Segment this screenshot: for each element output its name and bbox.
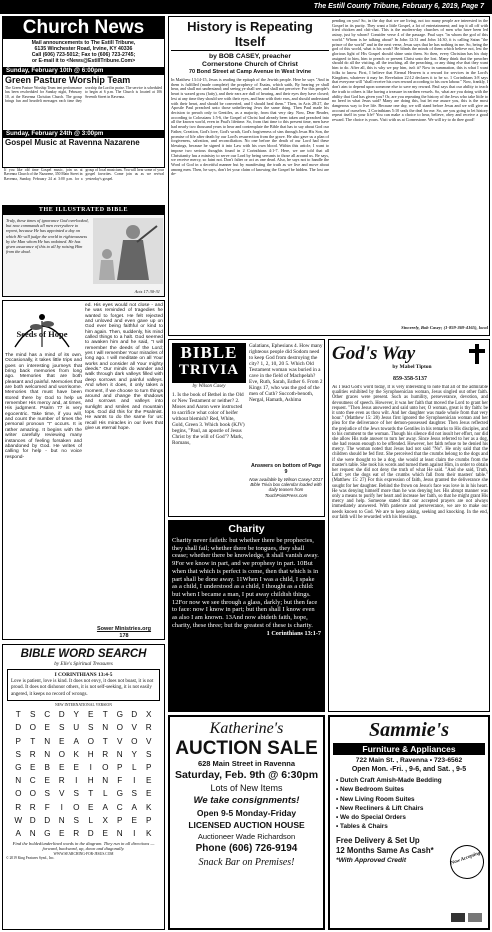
- word-search-letter: U: [73, 723, 80, 733]
- auction-phone: Phone (606) 726-9194: [195, 843, 298, 854]
- word-search-letter: R: [102, 749, 109, 759]
- word-search-letter: L: [131, 762, 137, 772]
- word-search-letter: N: [15, 776, 22, 786]
- history-signature: Sincerely, Bob Casey; (1-859-369-4165), local: [401, 325, 488, 330]
- word-search-letter: S: [131, 789, 137, 799]
- word-search-letter: A: [131, 802, 137, 812]
- word-search-letter: O: [87, 736, 94, 746]
- word-search-letter: K: [73, 749, 79, 759]
- word-search-letter: K: [146, 802, 152, 812]
- word-search-letter: A: [15, 828, 21, 838]
- word-search-verse: Love is patient, love is kind. It does not envy, it does not boast, it is not proud. It does not dishonor others, it is not self-seeking, it is not easily angered, it keeps no record of wrongs.: [11, 679, 154, 697]
- word-search-letter: E: [146, 789, 152, 799]
- word-search-letter: V: [117, 736, 123, 746]
- bible-trivia-logo: BIBLE TRIVIA: [172, 343, 246, 383]
- word-search-letter: L: [102, 789, 108, 799]
- bible-trivia-byline: by Wilson Casey: [192, 384, 226, 389]
- word-search-letter: R: [73, 828, 80, 838]
- katherine-auction-ad: [168, 715, 325, 930]
- charity-body: Charity never faileth: but whether there be prophecies, they shall fail; whether there be tongues, they shall cease; whether there be knowledge, it shall vanish away. 9For we know in part, and we prophesy in part. 10But when that which is perfect is come, then that which is in part shall be done away. 11When I was a child, I spake as a child, I understood as a child, I thought as a child: but when I became a man, I put away childish things. 12For now we see through a glass, darkly; but then face to face: now I know in part; but then shall I know even as also I am known. 13And now abideth faith, hope, charity, these three; but the greatest of these is charity.: [172, 537, 319, 629]
- word-search-version: NEW INTERNATIONAL VERSION: [54, 703, 113, 708]
- word-search-letter: B: [44, 762, 50, 772]
- word-search-letter: V: [146, 736, 152, 746]
- history-title: History is Repeating Itself: [171, 19, 329, 51]
- auction-address: 628 Main Street in Ravenna: [197, 759, 296, 768]
- word-search-letter: P: [146, 815, 152, 825]
- word-search-letter: Y: [131, 749, 137, 759]
- word-search-letter: G: [44, 828, 51, 838]
- word-search-letter: O: [58, 749, 65, 759]
- event1-date: Sunday, February 10th @ 6:00pm: [3, 67, 164, 75]
- event2-title: Gospel Music at Ravenna Nazarene: [5, 138, 140, 147]
- sammies-name: Sammie's: [368, 719, 449, 741]
- word-search-letter: D: [44, 815, 51, 825]
- masthead: The Estill County Tribune, February 6, 2019, Page 7: [0, 0, 492, 14]
- charity-title: Charity: [228, 523, 265, 535]
- bible-trivia-promo: Now available by Wilson Casey! 2017 Bible Trivia box calendar loaded with daily teasers from TouchPointPress.com: [249, 477, 323, 498]
- event2-body: If you like old time Gospel music, join us at Ravenna Church of the Nazarene, 350 Main Street in Ravenna, Sunday, February 24 at 3:00 p.m. for a group of local musicians. You will hear some of your gospel favorites. Come join us as we revival yesterday's gospel.: [4, 168, 164, 181]
- word-search-letter: S: [146, 749, 152, 759]
- word-search-letter: W: [14, 815, 23, 825]
- now-accepting-badge: Now Accepting: [445, 840, 489, 884]
- word-search-letter: N: [102, 723, 109, 733]
- word-search-letter: C: [116, 802, 123, 812]
- word-search-letter: O: [73, 802, 80, 812]
- auction-title: AUCTION SALE: [175, 738, 318, 759]
- sammies-furniture-ad: [328, 715, 490, 930]
- seeds-col2: ed. His eyes would not close - and he was reminded of tragedies he wanted to forget. He felt rejected and unloved and even gave up on God ever being faithful or kind to him again. Then, suddenly, his mind called things to a halt. God seemed to awaken him and he said, "I will remember the deeds of the Lord; yes I will remember Your miracles of long ago. I will meditate on all Your works and consider all Your mighty deeds." Our minds do wander and walk through dark valleys filled with deep sorrows and painful valleys. And when it does, it only takes a moment, if we choose to turn things around and change the shadows and sorrows and valleys into sunlight and smiles and mountain tops. God did this for the Psalmist. He wants to do the same for us: recall His miracles in our lives that give us eternal hope.: [85, 303, 163, 431]
- word-search-letter: L: [88, 815, 94, 825]
- word-search-letter: N: [102, 776, 109, 786]
- word-search-letter: S: [88, 723, 94, 733]
- illustrated-bible-ref: Acts 17:30-31: [134, 289, 160, 294]
- word-search-letter: G: [15, 762, 22, 772]
- word-search-letter: H: [87, 776, 94, 786]
- word-search-letter: R: [145, 723, 152, 733]
- illustrated-bible-title: THE ILLUSTRATED BIBLE: [3, 206, 164, 215]
- illustrated-bible-box: [2, 205, 165, 297]
- word-search-letter: C: [29, 776, 36, 786]
- word-search-letter: G: [116, 789, 123, 799]
- word-search-letter: T: [88, 789, 94, 799]
- word-search-grid: [11, 710, 156, 838]
- auction-line5: Auctioneer Wade Richardson: [197, 832, 296, 841]
- word-search-letter: O: [131, 736, 138, 746]
- word-search-letter: X: [102, 815, 108, 825]
- card-icon: [468, 913, 482, 922]
- word-search-letter: E: [131, 815, 137, 825]
- auction-line6: Snack Bar on Premises!: [198, 857, 295, 868]
- word-search-letter: D: [87, 828, 94, 838]
- word-search-letter: P: [15, 736, 21, 746]
- word-search-letter: E: [73, 762, 79, 772]
- word-search-site: WWW.SEARCHING-FOR-JESUS.COM: [53, 851, 114, 856]
- word-search-letter: I: [60, 802, 63, 812]
- word-search-letter: T: [102, 736, 108, 746]
- word-search-letter: A: [102, 802, 108, 812]
- church-news-info: Mail announcements to The Estill Tribune, 6135 Winchester Road, Irvine, KY 40336 Call (606) 723-5012; Fax to (606) 723-2745; or E-mail it to <News@EstillTribune.Com>: [31, 40, 136, 64]
- word-search-letter: F: [44, 802, 50, 812]
- church-news-box: [2, 16, 165, 168]
- word-search-letter: N: [44, 749, 51, 759]
- word-search-letter: F: [117, 776, 123, 786]
- sammies-free: Free Delivery & Set Up: [336, 835, 420, 845]
- word-search-letter: O: [102, 762, 109, 772]
- word-search-letter: O: [29, 789, 36, 799]
- word-search-letter: N: [58, 815, 65, 825]
- word-search-letter: I: [89, 762, 92, 772]
- sammies-address: 722 Main St. , Ravenna • 723-6562: [355, 757, 463, 764]
- word-search-letter: A: [73, 736, 79, 746]
- word-search-letter: R: [58, 776, 65, 786]
- charity-box: [168, 520, 325, 712]
- word-search-letter: E: [59, 762, 65, 772]
- event2-date: Sunday, February 24th @ 3:00pm: [3, 130, 164, 138]
- word-search-letter: T: [102, 710, 108, 720]
- word-search-letter: S: [73, 815, 79, 825]
- word-search-letter: E: [102, 828, 108, 838]
- history-address: 70 Bond Street at Camp Avenue in West Irvine: [188, 69, 312, 75]
- event1-body: The Green Pasture Worship Team tent performance has been rescheduled for Sunday night, February 10, at the Ravenna Christian Church. The group brings fun and heartfelt messages each time they worship the Lord in praise. The service is scheduled to begin at 6 p.m. The Church is located at 106 Seventh Street in Ravenna.: [5, 86, 162, 103]
- word-search-letter: S: [44, 789, 50, 799]
- card-icons: [451, 913, 482, 922]
- charity-ref: 1 Corinthians 13:1-7: [266, 630, 321, 638]
- word-search-letter: N: [44, 736, 51, 746]
- card-icon: [451, 913, 465, 922]
- word-search-copyright: © 2019 King Features Synd., Inc.: [6, 856, 55, 860]
- word-search-letter: E: [59, 736, 65, 746]
- gods-way-phone: 859-358-5137: [393, 376, 427, 382]
- word-search-letter: V: [131, 723, 137, 733]
- bible-trivia-box: [168, 339, 325, 517]
- word-search-letter: N: [116, 749, 123, 759]
- word-search-letter: O: [116, 723, 123, 733]
- word-search-letter: D: [58, 710, 65, 720]
- word-search-letter: C: [44, 710, 51, 720]
- word-search-letter: N: [116, 828, 123, 838]
- word-search-letter: E: [88, 802, 94, 812]
- word-search-letter: D: [15, 723, 22, 733]
- seeds-col1: The mind has a mind of its own. Occasionally, it takes little trips and goes on interesting journeys that bring back memories from long ago. Memories that are both pleasant and painful. Memories that are both welcomed and worrisome. Memories that must have been stored there by God to help us remember His mercy and, at times, His judgment. Psalm 77 is very egocentric. Take time, if you will, and count the number of times the personal pronoun "I" occurs. It is rather amazing. It begins with the writer carefully reviewing many instances of feeling forsaken and abandoned by God. He writes of calling for help - but no voice respond-: [5, 353, 82, 460]
- word-search-ref: I CORINTHIANS 13:4-5: [54, 672, 113, 678]
- word-search-letter: R: [29, 749, 36, 759]
- word-search-letter: S: [59, 723, 65, 733]
- word-search-letter: S: [73, 789, 79, 799]
- word-search-letter: R: [15, 802, 22, 812]
- word-search-letter: E: [59, 828, 65, 838]
- word-search-letter: E: [146, 776, 152, 786]
- seeds-of-hope-logo: [5, 303, 79, 351]
- seeds-of-hope-box: [2, 300, 165, 640]
- word-search-letter: K: [146, 828, 152, 838]
- history-col2: pending on you! So, in the day that we are living, not too many people are interested in the Gospel in its purity. They want a little Gospel, a lot of entertainment; and top it all off with fried chicken and chit-chat. This is the modern-day churches of men who have been led astray, just by whom? Consider verse 4 of the passage. Paul says "in whom the god of this world." Whom is he talking about? In John 12:31 and John 14:30, it is calling Satan "the prince of the world" and in the next verse, Jesus says that he has nothing in me. So, being the god of this world, what is his work? He blinds the minds of them which believe not, lest the glorious light of His Gospel should shine unto them. So then, every Christian has his duty assigned to him, him to preach or present Christ unto the lost. Many think that the preacher should do all the visiting, all the teaching, all the preaching, or any thing else that they want him to do. After all, this is why we pay him, isn't it? Now in summation, this is what I want folks to know. First, I believe that Eternal Heaven is a reward for services in the Lord's Kingdom, whatever it may be. Revelation 22:12 declares it to be so. 1 Corinthians 3:8 says that everyone will "shall receive his own reward according to his own labour." Now, frankly, I don't aim to depend upon someone else to save my reward. Paul says that our ability to teach the truth to others is like having a treasure in earthen vessels. So, what are you doing with the ability that God has given you? Or, are you repeating the history of the Jews who take little to no heed in what Jesus said? Many are doing this, but let me assure you, this is the most dangerous way to live life. Because one day, we will stand before Jesus and we will give an account of ourselves. 2 Corinthians 5:10 seals the deal for me. So, are you going to let history repeat itself in your life? You can make a choice to hear, believe, obey and receive a good reward. The choice is yours. Visit with us at Cornerstone. We will try to do thee good!: [332, 19, 488, 123]
- sammies-finance: 12 Months Same As Cash*: [336, 845, 434, 855]
- sammies-approved: *With Approved Credit: [336, 856, 407, 864]
- word-search-letter: E: [44, 723, 50, 733]
- gods-way-title: God's Way: [332, 343, 416, 364]
- auction-line1: Lots of New Items: [210, 783, 283, 793]
- history-article-box: [168, 16, 490, 336]
- auction-date: Saturday, Feb. 9th @ 6:30pm: [174, 769, 319, 781]
- katherine-name: Katherine's: [209, 720, 284, 737]
- illustrated-bible-quote: Truly, these times of ignorance God overlooked, but now commands all men everywhere to repent, because He has appointed a day on which He will judge the world in righteousness by the Man whom He has ordained. He has given assurance of this to all by raising Him from the dead.: [6, 218, 89, 255]
- sammies-hours: Open Mon. -Fri. , 9-6, and Sat. , 9-5: [351, 766, 467, 773]
- word-search-letter: D: [29, 815, 36, 825]
- history-byline: by BOB CASEY, preacher: [209, 53, 291, 60]
- gods-way-byline: by Mabel Tipton: [392, 364, 432, 370]
- bible-trivia-col1: 1. Is the book of Bethel in the Old or New Testament or neither? 2. Moses and Aaron were instructed to sacrifice what color of heifer without blemish? Red, White, Gold, Green 3. Which book (KJV) begins, "Paul, an apostle of Jesus Christ by the will of God"? Mark, Romans,: [172, 392, 245, 446]
- word-search-letter: R: [29, 802, 36, 812]
- event1-title: Green Pasture Worship Team: [5, 75, 131, 85]
- auction-line2: We take consignments!: [193, 795, 300, 806]
- word-search-letter: P: [117, 762, 123, 772]
- sammies-items: • Dutch Craft Amish-Made Bedding • New Bedroom Suites • New Living Room Suites • New Recliners & Lift Chairs • We do Special Orders • Tables & Chairs: [336, 777, 442, 831]
- word-search-letter: N: [29, 828, 36, 838]
- word-search-letter: X: [146, 710, 152, 720]
- word-search-letter: T: [15, 710, 21, 720]
- word-search-letter: H: [87, 749, 94, 759]
- word-search-letter: I: [75, 776, 78, 786]
- word-search-letter: Y: [73, 710, 79, 720]
- seeds-number: 178: [119, 633, 129, 639]
- history-byline2: Cornerstone Church of Christ: [202, 61, 298, 68]
- word-search-letter: V: [59, 789, 65, 799]
- word-search-letter: S: [30, 710, 36, 720]
- word-search-letter: O: [15, 789, 22, 799]
- word-search-letter: D: [131, 710, 138, 720]
- auction-line3: Open 9-5 Monday-Friday: [196, 808, 297, 818]
- auction-line4: LICENSED AUCTION HOUSE: [188, 820, 305, 830]
- word-search-letter: S: [15, 749, 21, 759]
- word-search-letter: E: [30, 762, 36, 772]
- word-search-letter: O: [29, 723, 36, 733]
- word-search-letter: I: [133, 776, 136, 786]
- word-search-letter: I: [133, 828, 136, 838]
- gods-way-body: As I read God's word today, It is very interesting to note that all of the admirable qualities exhibited by the Syrophoenician woman, Jesus singled out other faith. Other graces were present. Such as humility, perseverance, devotion, and devoutness of speech. However, it was her faith that moved the Lord to grant her request. "Then Jesus answered and said unto her, O woman, great is thy faith: be it unto thee even as thou wilt. And her daughter was made whole from that very hour." (Matthew 15: 28) Jesus first ignored the Syrophoenician woman and her plea for the deliverance of her demon-possessed daughter. Then Jesus reflected the prejudice of the Jews towards the Gentiles in his remarks to His disciples, and to his comment to the woman. Though his silence did not insult her effort, nor did she allow His rude answer to turn her away. Since Jesus referred to her as a dog, she had reason enough to be offended. However, her faith refuse to be denied his mercy. The woman noted that Jesus had not said "No". He only said that the children should be fed first. She perceived that the crumbs belong to the dogs and if she were thought to be a dog, she would at least claim the crumbs from the master's table. She took his words and turned them against Him, in order to obtain her request she did not deny the truth of what He said. "And she said, Truth, Lord: yet the dogs eat of the crumbs which fall from their masters' table." (Matthew 15: 27) For this expression of faith, Jesus granted the deliverance she sought for her daughter. Behind the frown on Jesus's face was love in in his heart. He was denying himself more than he was denying her. His abrupt manner was only a means to purify her heart and increase her faith, so that he might grant His mercy and help. Someone stated that our accepted prayers are not always immediately answered. With patience and perseverance, we are to make our needs known to God. We are to keep asking, seeking and knocking. In the end, our faith will be rewarded with his blessings.: [332, 385, 488, 520]
- gods-way-box: [328, 339, 490, 712]
- sammies-subtitle: Furniture & Appliances: [333, 743, 485, 755]
- word-search-title: BIBLE WORD SEARCH: [20, 648, 147, 660]
- history-col1: In Matthew 13:14-15, Jesus is reading the epitaph of the Jewish people. Here he says "And in them is fulfilled (made complete) the prophecy of Esaias, which saith, By hearing ye shall hear, and shall not understand; and seeing ye shall see, and shall not perceive: For this people's heart is waxed gross (fatty), and their ears are dull of hearing, and their eyes they have closed; lest at any time they should see with their eyes, and hear with their ears, and should understand with their heart, and should be converted, and I should heal them." Then, in Acts 28:27, the Apostle Paul preached unto those unbelieving Jews the same thing. Then Paul made his decision to preach only to Gentiles, as a majority, from that very day. Now, Dear Reader, according to Colossians 1:5-6, the Gospel of Christ had already been taken and preached into all the known world, even in Paul's lifetime. So, from that time to this present time, men have had nearly two thousand years to hear and contemplate the Bible that has to say about God our Father, Creation, God's love, God's wrath, God's forgiveness of sins through Jesus His Son, the promise of life after death by our Lord's resurrection from the grave. He also gave us a plan of forgiveness, salvation, and reconciliation. No one before the death of our Lord had these blessings, because he signed it into Law with his own blood. Within this article, I want to impose two serious thoughts found in 2 Corinthians 4:1-7. Here, we are told that all Christianity has a ministry to serve our Lord by being servants to those all around us. Be says, we receive mercy, so faint not. Don't falter or act as one dead. Also, he says not to handle the Word of God in a deceitful manner but by manifesting the truth as we live and move about among men. Then, he says, don't let your claim of knowing the Gospel be hidden. The lost are de-: [171, 78, 329, 177]
- bible-trivia-answers: Answers on bottom of Page 9: [250, 463, 322, 475]
- illustration-image: [93, 218, 163, 284]
- word-search-letter: G: [116, 710, 123, 720]
- word-search-letter: E: [88, 710, 94, 720]
- church-news-title: Church News: [3, 17, 164, 39]
- word-search-letter: P: [117, 815, 123, 825]
- bible-trivia-col2: Galatians, Ephesians 4. How many righteous people did Sodom need to keep God from destroying the city? 1, 2, 10, 20 5. Which Old Testament woman was buried in a cave in the field of Machpelah? Eve, Ruth, Sarah, Esther 6. From 2 Kings 17, who was the god of the men of Cuth? Succoth-benoth, Nergal, Hamath, Ashima: [249, 343, 323, 403]
- word-search-box: [2, 644, 165, 930]
- seeds-signature: Sower Ministries.org: [96, 626, 152, 632]
- word-search-letter: E: [44, 776, 50, 786]
- word-search-letter: P: [146, 762, 152, 772]
- word-search-byline: by Elle's Spiritual Treasures: [54, 661, 113, 667]
- cross-icon: [466, 343, 488, 365]
- word-search-letter: T: [30, 736, 36, 746]
- word-search-instructions: Find the bolded/underlined words in the diagram. They run in all directions — forward, backward, up, down and diagonally.: [12, 840, 155, 852]
- seeds-title: Seeds of Hope: [16, 329, 68, 339]
